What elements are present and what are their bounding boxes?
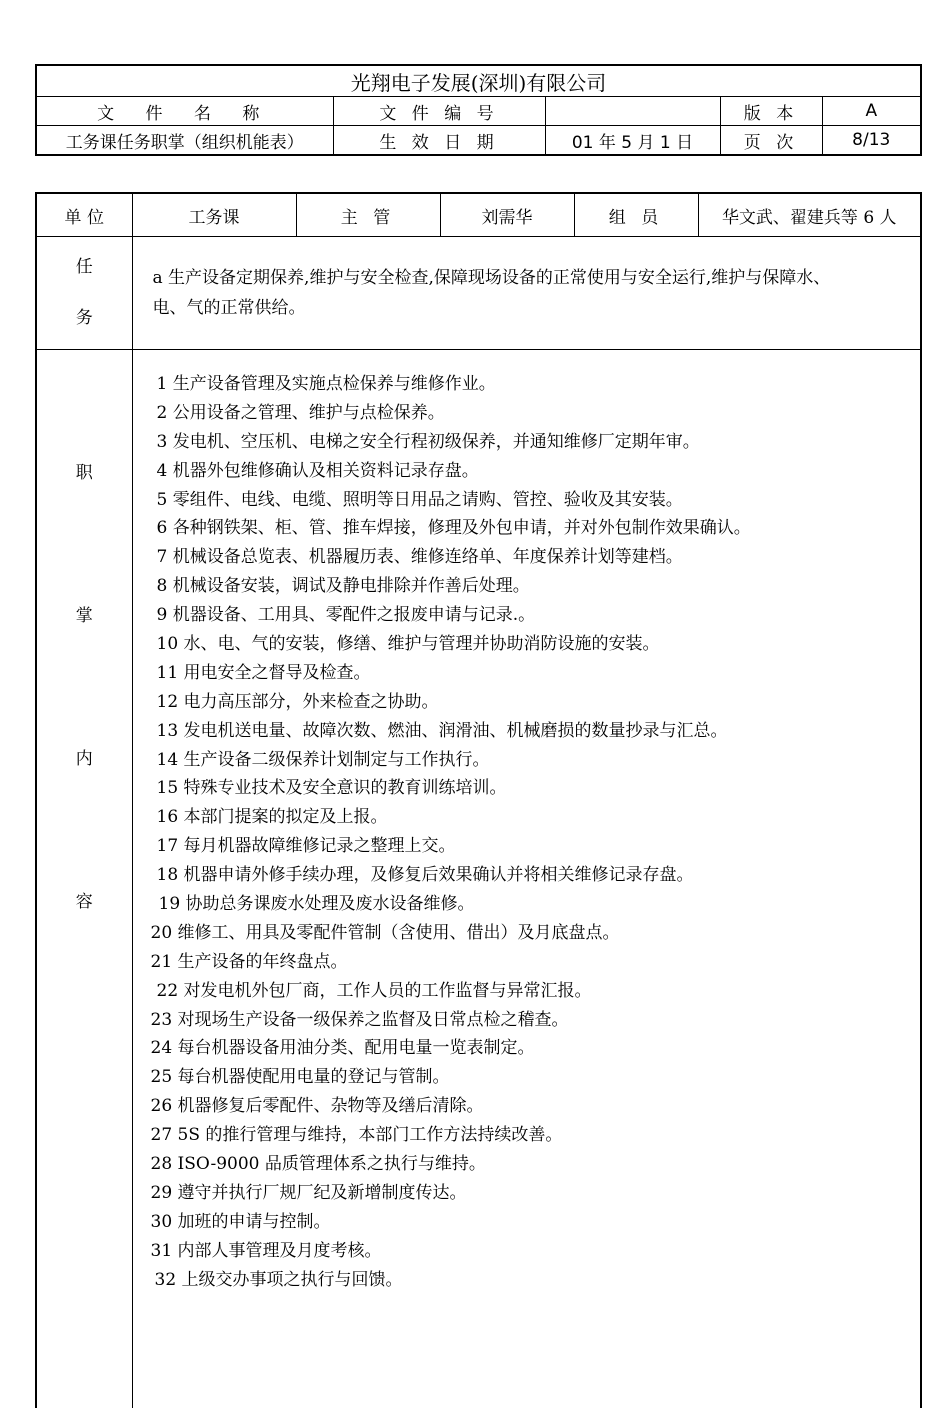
duty-item: 29 遵守并执行厂规厂纪及新增制度传达。 bbox=[151, 1179, 921, 1208]
task-description: a 生产设备定期保养,维护与安全检查,保障现场设备的正常使用与安全运行,维护与保障水、电、气的正常供给。 bbox=[132, 237, 921, 350]
duty-item: 10 水、电、气的安装，修缮、维护与管理并协助消防设施的安装。 bbox=[151, 630, 921, 659]
duty-item: 15 特殊专业技术及安全意识的教育训练培训。 bbox=[151, 774, 921, 803]
members-value: 华文武、翟建兵等 6 人 bbox=[698, 193, 921, 237]
duty-item: 23 对现场生产设备一级保养之监督及日常点检之稽查。 bbox=[151, 1006, 921, 1035]
duty-item: 24 每台机器设备用油分类、配用电量一览表制定。 bbox=[151, 1034, 921, 1063]
duties-label-char-3: 内 bbox=[37, 751, 132, 768]
doc-name-value: 工务课任务职掌（组织机能表） bbox=[36, 126, 333, 156]
duties-label bbox=[36, 350, 132, 1408]
duty-item: 28 ISO-9000 品质管理体系之执行与维持。 bbox=[151, 1150, 921, 1179]
version-value: A bbox=[822, 97, 921, 126]
duty-item: 25 每台机器使配用电量的登记与管制。 bbox=[151, 1063, 921, 1092]
duty-item: 17 每月机器故障维修记录之整理上交。 bbox=[151, 832, 921, 861]
duty-item: 2 公用设备之管理、维护与点检保养。 bbox=[151, 399, 921, 428]
duty-item: 32 上级交办事项之执行与回馈。 bbox=[151, 1266, 921, 1295]
document-header-table bbox=[35, 64, 922, 156]
duty-item: 14 生产设备二级保养计划制定与工作执行。 bbox=[151, 746, 921, 775]
manager-label: 主 管 bbox=[296, 193, 440, 237]
task-label-char-2: 务 bbox=[37, 310, 132, 327]
duty-item: 7 机械设备总览表、机器履历表、维修连络单、年度保养计划等建档。 bbox=[151, 543, 921, 572]
unit-label: 单 位 bbox=[36, 193, 132, 237]
duty-item: 22 对发电机外包厂商，工作人员的工作监督与异常汇报。 bbox=[151, 977, 921, 1006]
duties-label-char-4: 容 bbox=[37, 894, 132, 911]
effective-date-value: 01 年 5 月 1 日 bbox=[545, 126, 720, 156]
task-label bbox=[36, 237, 132, 350]
duty-item: 26 机器修复后零配件、杂物等及缮后清除。 bbox=[151, 1092, 921, 1121]
company-title: 光翔电子发展(深圳)有限公司 bbox=[36, 65, 921, 97]
duties-label-char-1: 职 bbox=[37, 465, 132, 482]
duty-item: 12 电力高压部分，外来检查之协助。 bbox=[151, 688, 921, 717]
duty-item: 6 各种钢铁架、柜、管、推车焊接，修理及外包申请，并对外包制作效果确认。 bbox=[151, 514, 921, 543]
version-label: 版 本 bbox=[720, 97, 822, 126]
duty-item: 4 机器外包维修确认及相关资料记录存盘。 bbox=[151, 457, 921, 486]
manager-value: 刘需华 bbox=[440, 193, 574, 237]
duty-item: 8 机械设备安装，调试及静电排除并作善后处理。 bbox=[151, 572, 921, 601]
effective-date-label: 生 效 日 期 bbox=[333, 126, 545, 156]
duty-item: 18 机器申请外修手续办理，及修复后效果确认并将相关维修记录存盘。 bbox=[151, 861, 921, 890]
doc-no-value bbox=[545, 97, 720, 126]
duty-item: 30 加班的申请与控制。 bbox=[151, 1208, 921, 1237]
task-label-char-1: 任 bbox=[37, 259, 132, 276]
duties-list bbox=[132, 350, 921, 1408]
members-label: 组 员 bbox=[574, 193, 698, 237]
duty-item: 13 发电机送电量、故障次数、燃油、润滑油、机械磨损的数量抄录与汇总。 bbox=[151, 717, 921, 746]
duty-item: 1 生产设备管理及实施点检保养与维修作业。 bbox=[151, 370, 921, 399]
duty-item: 3 发电机、空压机、电梯之安全行程初级保养，并通知维修厂定期年审。 bbox=[151, 428, 921, 457]
doc-name-label: 文 件 名 称 bbox=[36, 97, 333, 126]
page-label: 页 次 bbox=[720, 126, 822, 156]
unit-value: 工务课 bbox=[132, 193, 296, 237]
duties-label-char-2: 掌 bbox=[37, 608, 132, 625]
duty-item: 11 用电安全之督导及检查。 bbox=[151, 659, 921, 688]
duty-item: 9 机器设备、工用具、零配件之报废申请与记录.。 bbox=[151, 601, 921, 630]
duty-item: 27 5S 的推行管理与维持，本部门工作方法持续改善。 bbox=[151, 1121, 921, 1150]
page-number: 8/13 bbox=[822, 126, 921, 156]
duty-item: 19 协助总务课废水处理及废水设备维修。 bbox=[151, 890, 921, 919]
duty-table bbox=[35, 192, 922, 1408]
doc-no-label: 文 件 编 号 bbox=[333, 97, 545, 126]
duty-item: 31 内部人事管理及月度考核。 bbox=[151, 1237, 921, 1266]
duty-item: 5 零组件、电线、电缆、照明等日用品之请购、管控、验收及其安装。 bbox=[151, 486, 921, 515]
duty-item: 20 维修工、用具及零配件管制（含使用、借出）及月底盘点。 bbox=[151, 919, 921, 948]
duty-item: 16 本部门提案的拟定及上报。 bbox=[151, 803, 921, 832]
duty-item: 21 生产设备的年终盘点。 bbox=[151, 948, 921, 977]
